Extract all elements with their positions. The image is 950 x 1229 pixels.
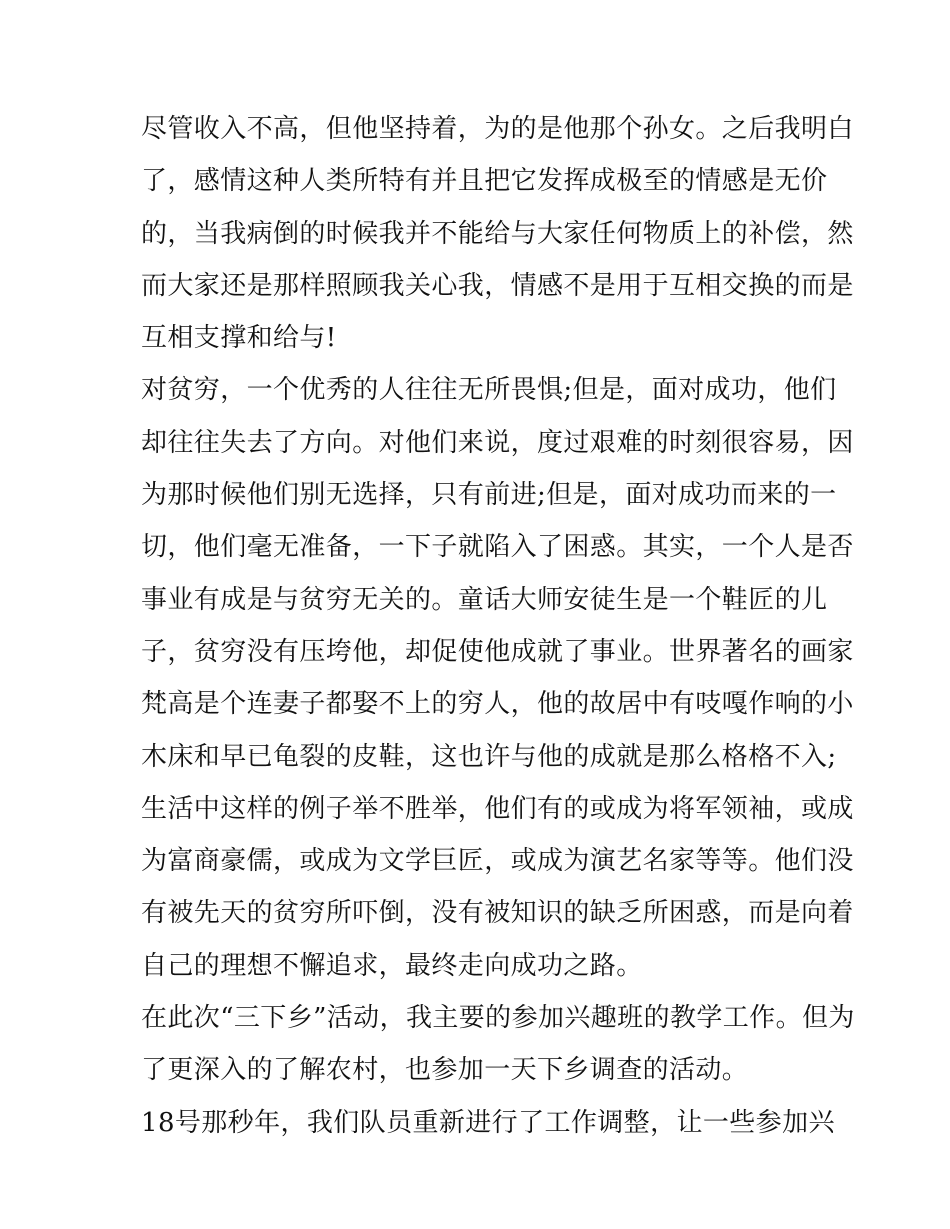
text-line: 对贫穷，一个优秀的人往往无所畏惧;但是，面对成功，他们 [141,375,837,406]
text-line: 的，当我病倒的时候我并不能给与大家任何物质上的补偿，然 [141,218,854,249]
text-line: 子，贫穷没有压垮他，却促使他成就了事业。世界著名的画家 [141,636,854,667]
text-line: 尽管收入不高，但他坚持着，为的是他那个孙女。之后我明白 [141,114,854,144]
text-line: 生活中这样的例子举不胜举，他们有的或成为将军领袖，或成 [141,793,854,824]
text-line: 为那时候他们别无选择，只有前进;但是，面对成功而来的一 [141,480,837,511]
text-line: 互相支撑和给与! [141,323,337,354]
text-line: 事业有成是与贫穷无关的。童话大师安徒生是一个鞋匠的儿 [141,584,828,615]
text-line: 为富商豪儒，或成为文学巨匠，或成为演艺名家等等。他们没 [141,846,854,877]
text-line: 了更深入的了解农村，也参加一天下乡调查的活动。 [141,1055,749,1086]
text-line: 自己的理想不懈追求，最终走向成功之路。 [141,950,643,981]
text-line: 了，感情这种人类所特有并且把它发挥成极至的情感是无价 [141,166,828,197]
text-line: 在此次“三下乡”活动，我主要的参加兴趣班的教学工作。但为 [141,1003,855,1034]
text-line: 却往往失去了方向。对他们来说，度过艰难的时刻很容易，因 [141,427,854,458]
text-line: 木床和早已龟裂的皮鞋，这也许与他的成就是那么格格不入; [141,741,837,772]
text-line: 有被先天的贫穷所吓倒，没有被知识的缺乏所困惑，而是向着 [141,898,854,929]
text-line: 18号那秒年，我们队员重新进行了工作调整，让一些参加兴 [141,1107,835,1138]
body-text [141,103,855,1149]
text-line: 梵高是个连妻子都娶不上的穷人，他的故居中有吱嘎作响的小 [141,689,854,720]
text-line: 切，他们毫无准备，一下子就陷入了困惑。其实，一个人是否 [141,532,854,563]
text-line: 而大家还是那样照顾我关心我，情感不是用于互相交换的而是 [141,270,854,301]
